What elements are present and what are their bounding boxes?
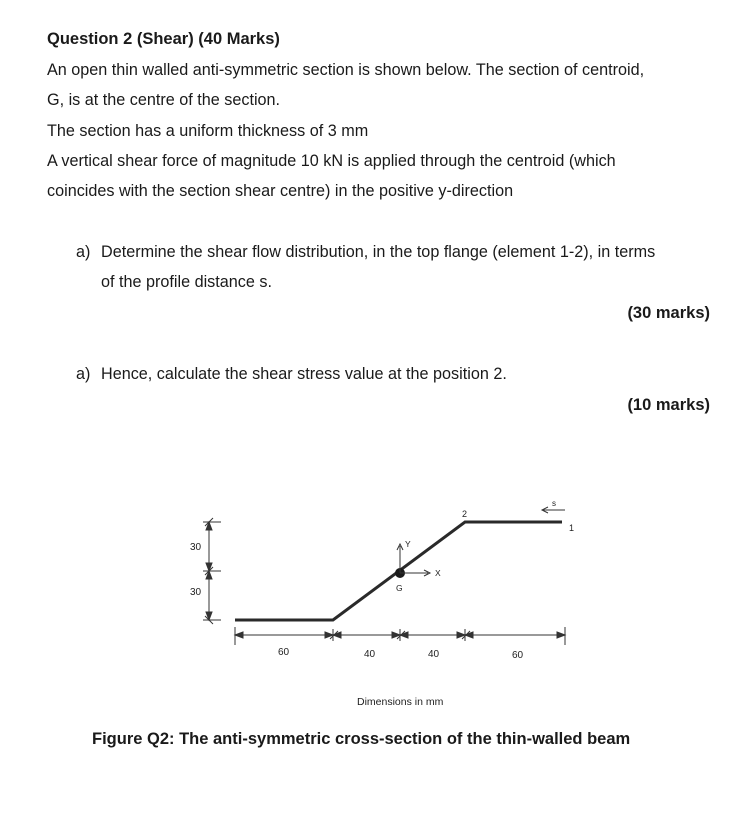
dim-label-horizontal: 40	[364, 649, 376, 660]
intro-line: A vertical shear force of magnitude 10 kN is applied through the centroid (which	[47, 152, 616, 170]
units-note: Dimensions in mm	[357, 696, 444, 708]
dim-label-horizontal: 60	[278, 647, 290, 658]
marks-label: (30 marks)	[627, 304, 710, 322]
part-text-line: of the profile distance s.	[101, 273, 272, 291]
part-text-line: Hence, calculate the shear stress value at the position 2.	[101, 365, 507, 383]
dim-label-vertical: 30	[190, 587, 202, 598]
part-label: a)	[76, 365, 91, 383]
marks-label: (10 marks)	[627, 396, 710, 414]
question-heading: Question 2 (Shear) (40 Marks)	[47, 30, 280, 48]
horizontal-dimension	[235, 627, 565, 645]
dim-label-horizontal: 40	[428, 649, 440, 660]
x-axis-label: X	[435, 568, 441, 578]
point-2-label: 2	[462, 509, 468, 519]
point-1-label: 1	[569, 523, 575, 533]
vertical-dimension	[203, 518, 221, 624]
part-label: a)	[76, 243, 91, 261]
intro-line: coincides with the section shear centre) in the positive y-direction	[47, 182, 514, 200]
y-axis-label: Y	[405, 539, 411, 549]
dim-label-horizontal: 60	[512, 650, 524, 661]
dim-label-vertical: 30	[190, 542, 202, 553]
s-label: s	[552, 499, 556, 508]
centroid-label: G	[396, 583, 403, 593]
intro-line: The section has a uniform thickness of 3 mm	[47, 122, 369, 140]
figure-caption: Figure Q2: The anti-symmetric cross-section of the thin-walled beam	[92, 730, 631, 748]
intro-line: An open thin walled anti-symmetric section is shown below. The section of centroid,	[47, 61, 645, 79]
intro-line: G, is at the centre of the section.	[47, 91, 281, 109]
part-text-line: Determine the shear flow distribution, in the top flange (element 1-2), in terms	[101, 243, 656, 261]
